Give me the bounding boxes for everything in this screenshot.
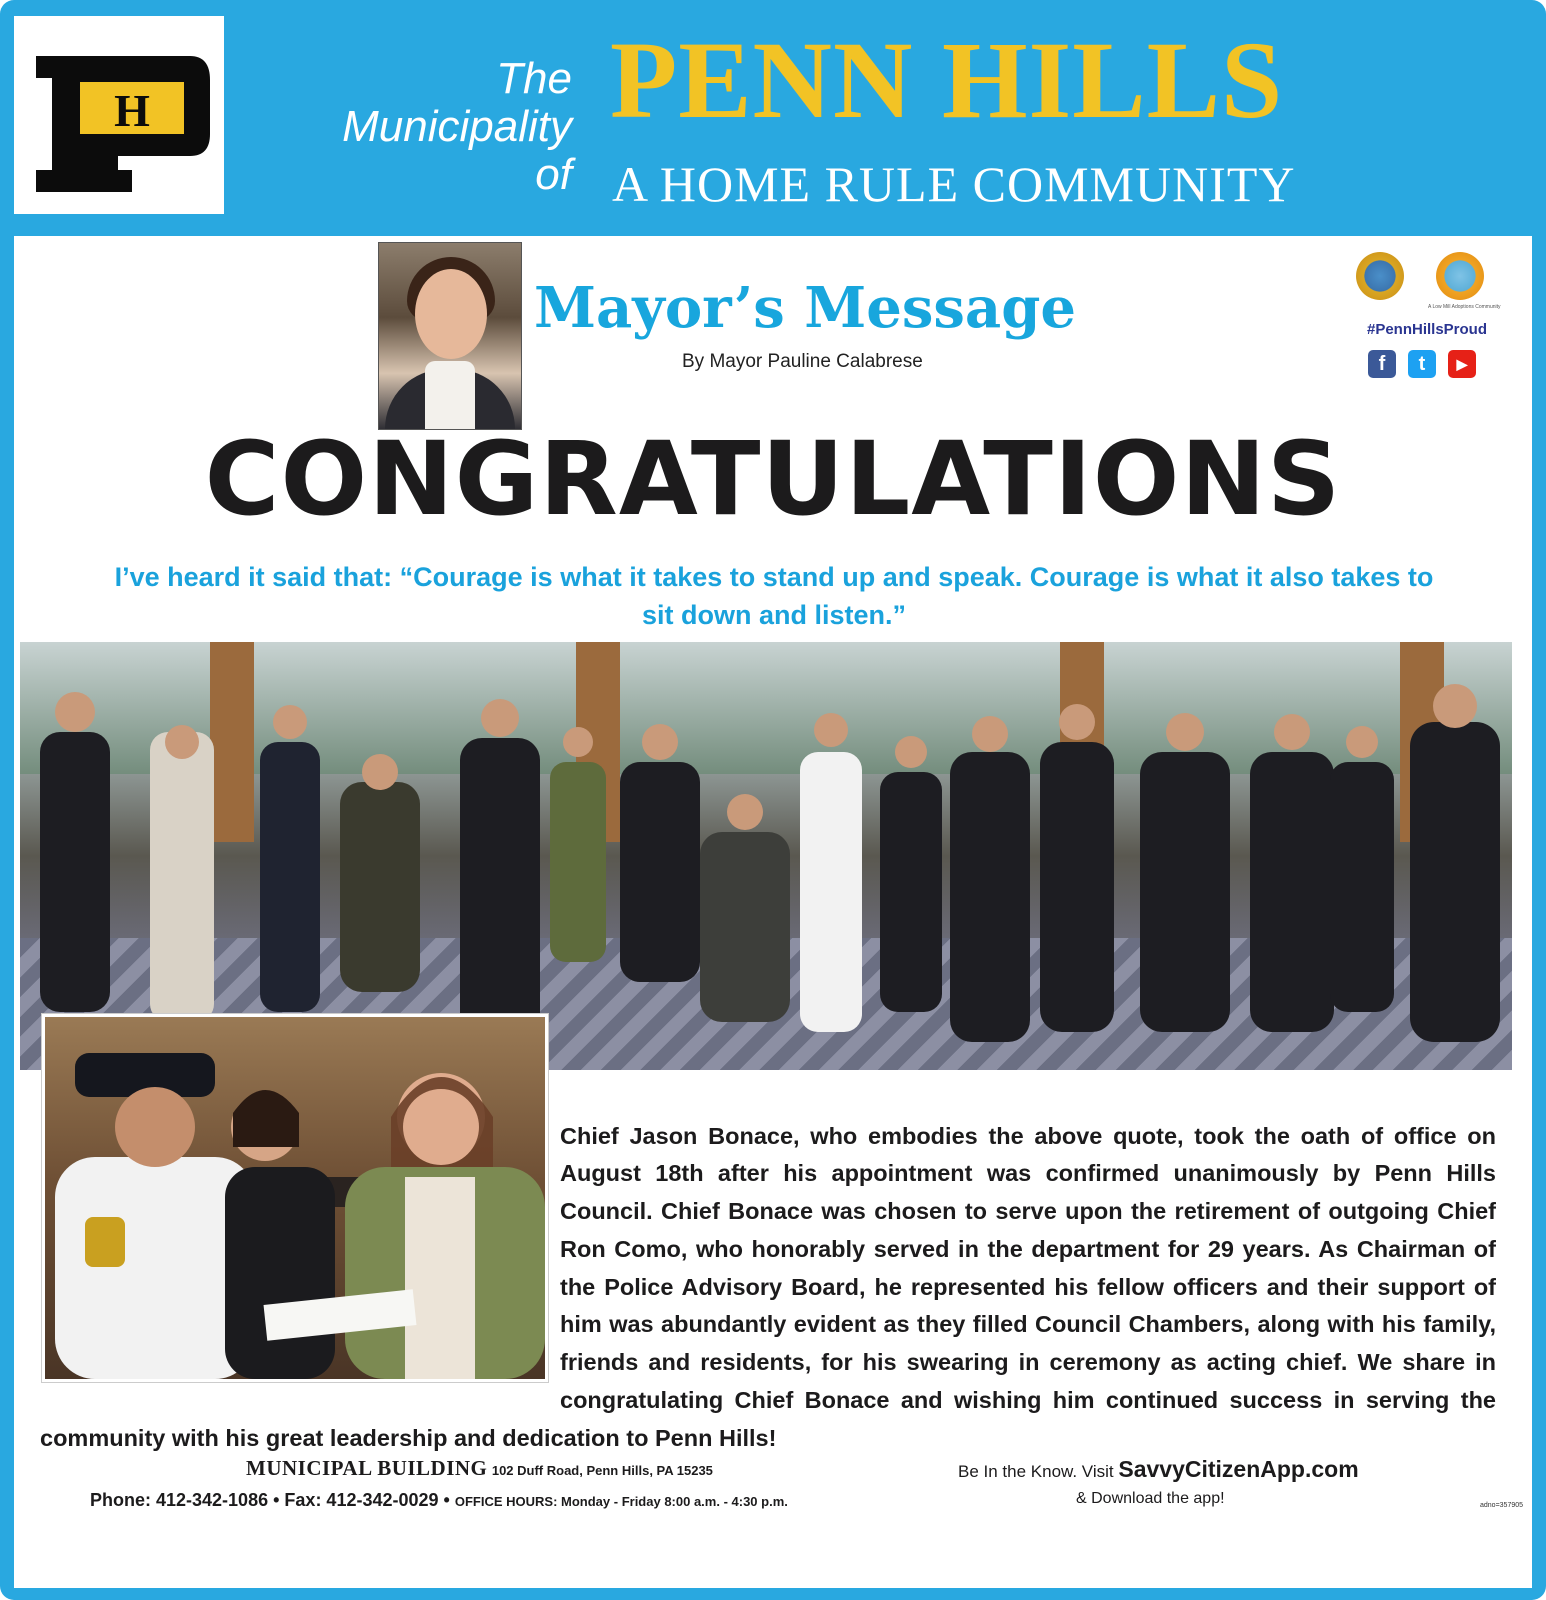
footer-phone: Phone: 412-342-1086 [90,1490,269,1510]
ph-logo-icon [14,16,224,214]
badge-caption: A Low Mill Adoptions Community [1428,304,1501,310]
municipality-line-3: of [535,150,572,199]
footer-hours: OFFICE HOURS: Monday - Friday 8:00 a.m. - 4:30 p.m. [454,1494,788,1509]
footer-address: 102 Duff Road, Penn Hills, PA 15235 [491,1463,713,1478]
logo-letter-h: H [114,85,150,136]
twitter-icon[interactable]: t [1408,350,1436,378]
low-mill-adoption-badge [1436,252,1484,300]
footer-know-prefix: Be In the Know. Visit [958,1462,1114,1481]
bullet-separator: • [273,1490,285,1510]
municipality-line-2: Municipality [342,102,572,151]
message-byline: By Mayor Pauline Calabrese [682,351,923,372]
footer-contact [90,1490,788,1511]
masthead-title: PENN HILLS [610,19,1284,141]
community-badges [1352,252,1502,322]
group-photo [20,642,1512,1070]
crowd-figures [20,642,1512,1070]
penn-hills-logo [14,16,224,214]
footer-app-promo [958,1456,1359,1483]
article-body [40,1118,1496,1458]
photo-wrap-space [40,1118,560,1414]
mayor-portrait [378,242,522,430]
portrait-face [415,269,487,359]
headline: CONGRATULATIONS [204,420,1342,539]
sustainable-pennsylvania-badge [1356,252,1404,300]
footer-ad-number: adno=357905 [1480,1502,1524,1509]
bullet-separator: • [443,1490,455,1510]
footer-building-label: MUNICIPAL BUILDING [246,1456,488,1480]
content-area [14,236,1532,1588]
footer-app-link[interactable]: SavvyCitizenApp.com [1118,1456,1359,1482]
footer-download: & Download the app! [1076,1490,1225,1507]
facebook-icon[interactable]: f [1368,350,1396,378]
footer-fax: Fax: 412-342-0029 [284,1490,439,1510]
masthead-subtitle: A HOME RULE COMMUNITY [612,156,1296,212]
footer-building [246,1456,713,1481]
article-text: Chief Jason Bonace, who embodies the above quote, took the oath of office on August 18th after his appointment was confirmed unanimously by Penn Hills Council. Chief Bonace was chosen to serve upon the retirement of outgoing Chief Ron Como, who honorably served in the department for 29 years. As Chairman of the Police Advisory Board, he represented his fellow officers and their support of him was abundantly evident as they filled Council Chambers, along with his family, friends and residents, for his swearing in ceremony as acting chief. We share in congratulating Chief Bonace and wishing him continued success in serving the community with his great leadership and dedication to Penn Hills! [40,1122,1496,1451]
youtube-icon[interactable]: ▶ [1448,350,1476,378]
message-title: Mayor’s Message [534,275,1076,341]
portrait-collar [425,361,475,429]
hashtag: #PennHillsProud [1366,321,1488,338]
municipality-line-1: The [496,54,572,103]
quote: I’ve heard it said that: “Courage is what it takes to stand up and speak. Courage is what it also takes to sit down and listen.” [114,562,1434,630]
